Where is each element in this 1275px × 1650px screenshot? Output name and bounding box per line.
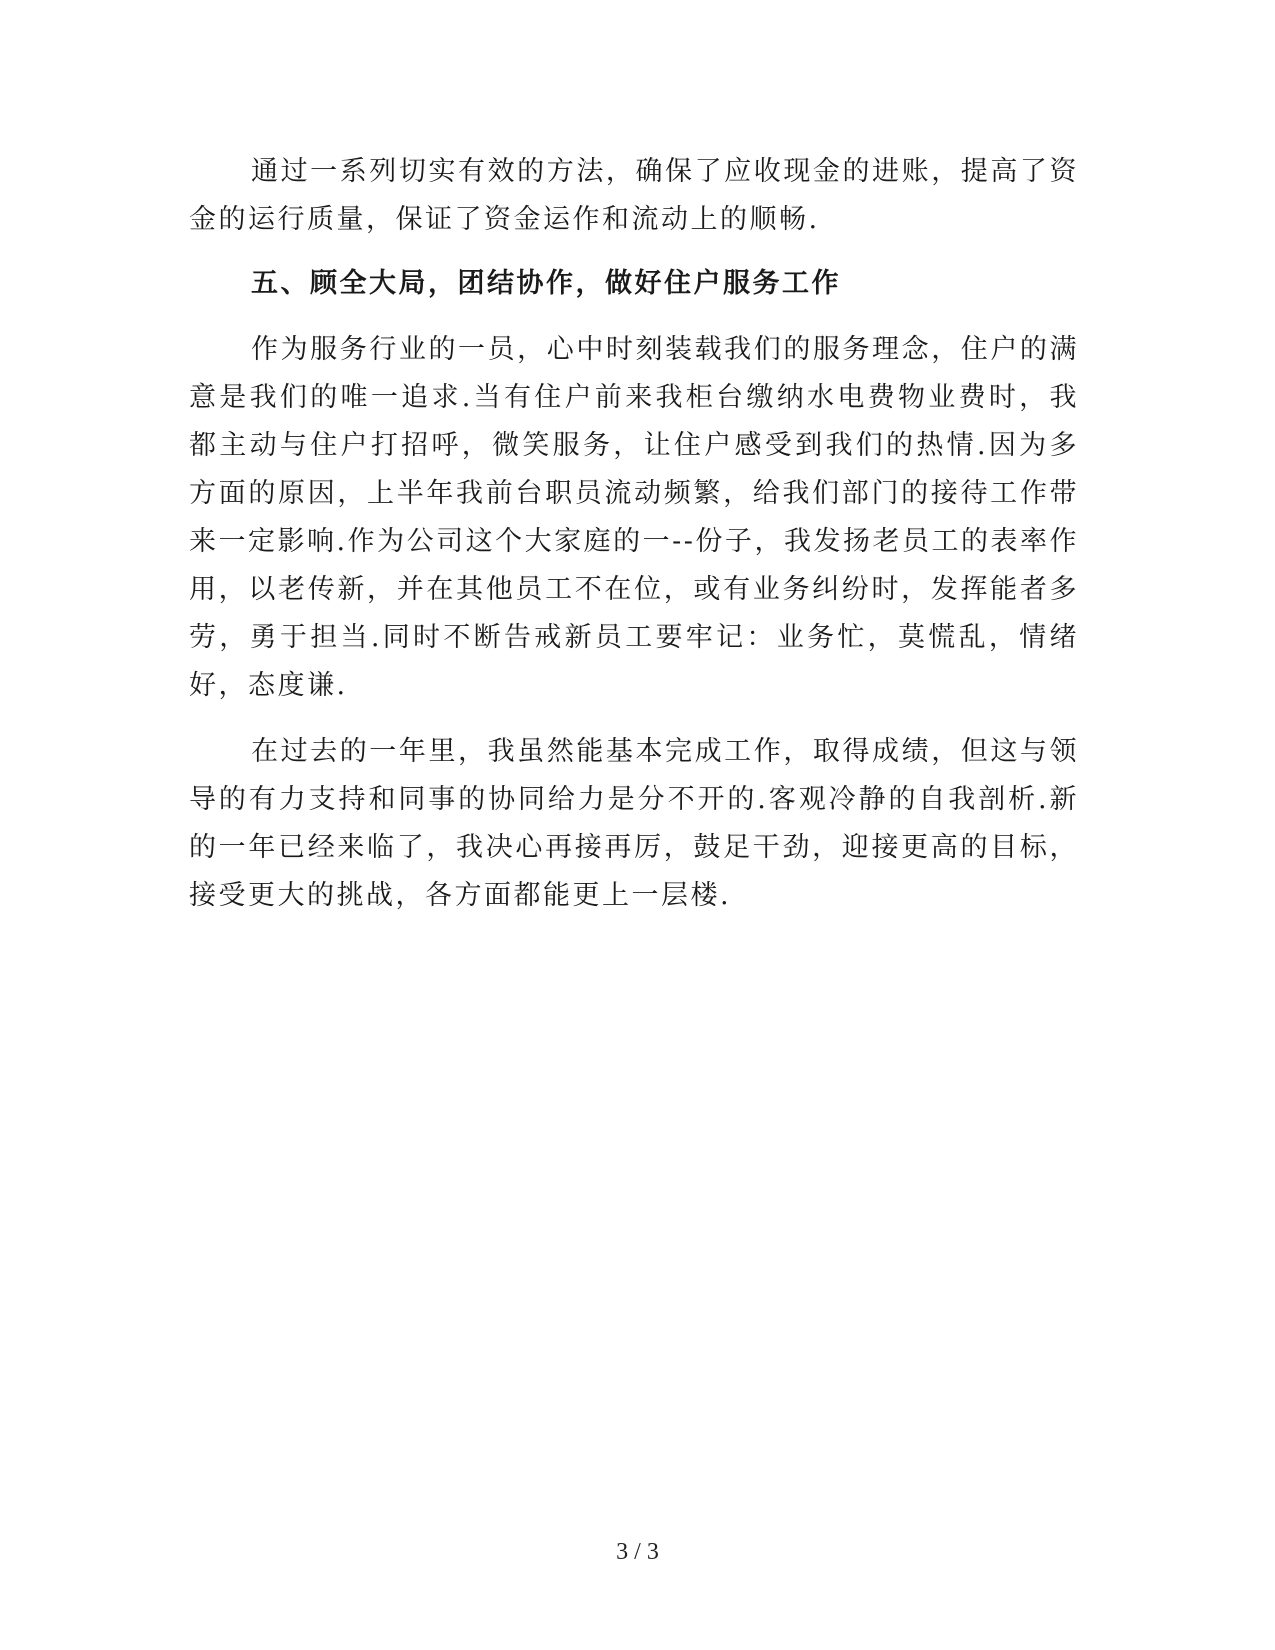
page-number: 3 / 3: [616, 1539, 659, 1565]
paragraph-funds-summary: 通过一系列切实有效的方法，确保了应收现金的进账，提高了资金的运行质量，保证了资金运作和流动上的顺畅.: [189, 156, 1079, 235]
paragraph-resident-service: 作为服务行业的一员，心中时刻装载我们的服务理念，住户的满意是我们的唯一追求.当有住户前来我柜台缴纳水电费物业费时，我都主动与住户打招呼，微笑服务，让住户感受到我们的热情.因为多方面的原因，上半年我前台职员流动频繁，给我们部门的接待工作带来一定影响.作为公司这个大家庭的一--份子，我发扬老员工的表率作用，以老传新，并在其他员工不在位，或有业务纠纷时，发挥能者多劳，勇于担当.同时不断告戒新员工要牢记：业务忙，莫慌乱，情绪好，态度谦.: [189, 334, 1079, 701]
paragraph-year-review: 在过去的一年里，我虽然能基本完成工作，取得成绩，但这与领导的有力支持和同事的协同给力是分不开的.客观冷静的自我剖析.新的一年已经来临了，我决心再接再厉，鼓足干劲，迎接更高的目标，接受更大的挑战，各方面都能更上一层楼.: [189, 736, 1079, 911]
document-body: [189, 148, 1079, 920]
section-heading: 五、顾全大局，团结协作，做好住户服务工作: [251, 268, 841, 299]
